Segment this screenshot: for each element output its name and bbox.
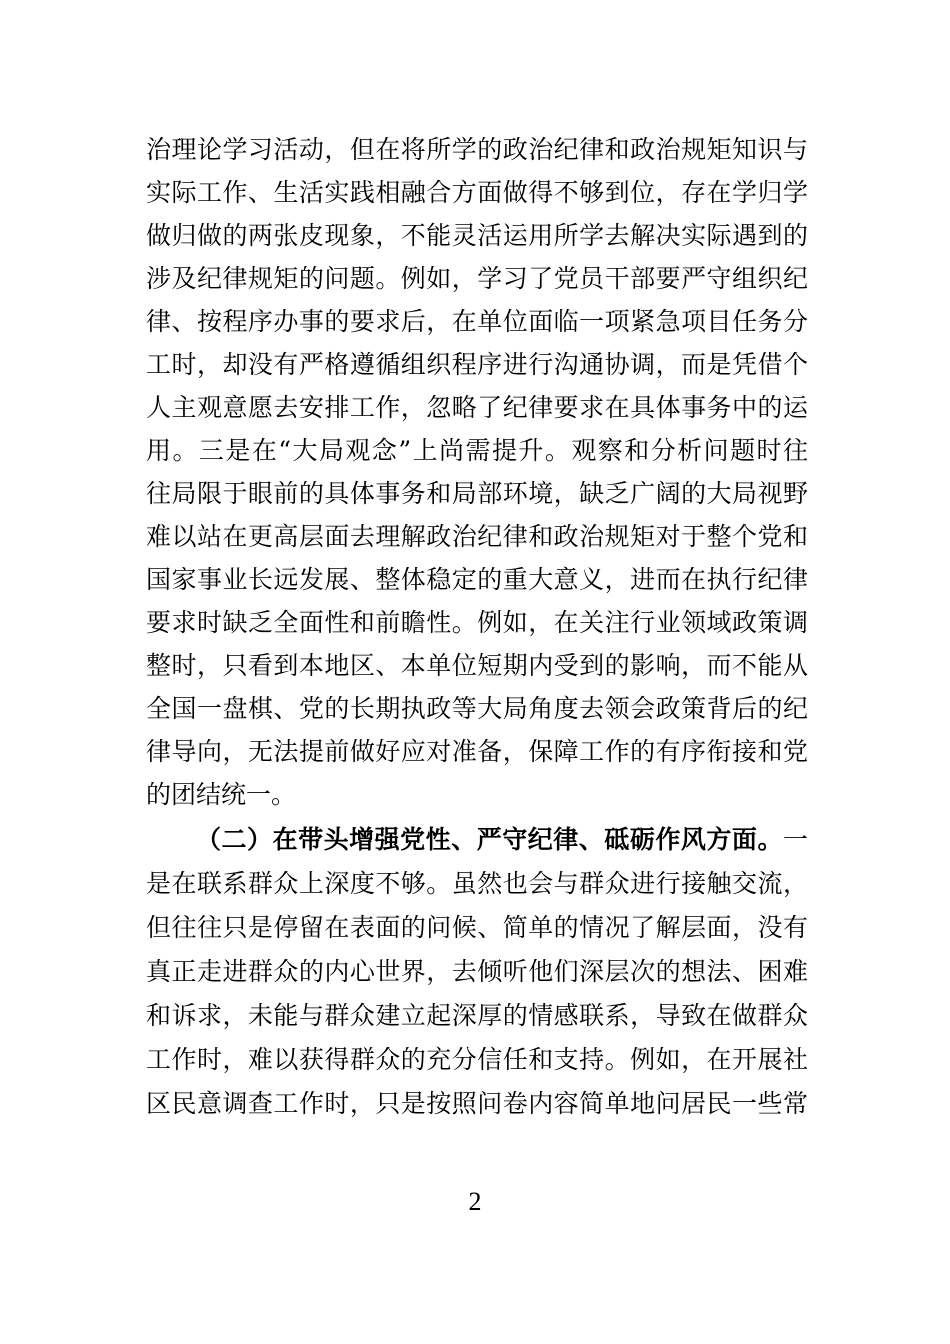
body-text-line: 人主观意愿去安排工作，忽略了纪律要求在具体事务中的运	[146, 393, 808, 422]
body-text-line: 的团结统一。	[146, 780, 297, 809]
body-text-line: 区民意调查工作时，只是按照问卷内容简单地问居民一些常	[146, 1089, 808, 1118]
body-text-line: 往局限于眼前的具体事务和局部环境，缺乏广阔的大局视野	[146, 479, 808, 508]
body-text-line: 是在联系群众上深度不够。虽然也会与群众进行接触交流，	[146, 869, 808, 898]
body-text-line: 真正走进群众的内心世界，去倾听他们深层次的想法、困难	[146, 957, 808, 986]
body-text-line: 律导向，无法提前做好应对准备，保障工作的有序衔接和党	[146, 737, 808, 766]
body-text-line: 工作时，难以获得群众的充分信任和支持。例如，在开展社	[146, 1045, 808, 1074]
body-text-line: 实际工作、生活实践相融合方面做得不够到位，存在学归学	[146, 178, 808, 207]
body-text-line: 难以站在更高层面去理解政治纪律和政治规矩对于整个党和	[146, 522, 808, 551]
body-text-line: 做归做的两张皮现象，不能灵活运用所学去解决实际遇到的	[146, 221, 808, 250]
body-text-line: 涉及纪律规矩的问题。例如，学习了党员干部要严守组织纪	[146, 264, 808, 293]
body-text-line: 要求时缺乏全面性和前瞻性。例如，在关注行业领域政策调	[146, 608, 808, 637]
body-text-line: 用。三是在“大局观念”上尚需提升。观察和分析问题时往	[146, 436, 808, 465]
body-text-line: 国家事业长远发展、整体稳定的重大意义，进而在执行纪律	[146, 565, 808, 594]
body-text-line: 治理论学习活动，但在将所学的政治纪律和政治规矩知识与	[146, 135, 808, 164]
page-number: 2	[468, 1187, 482, 1216]
section-heading-line	[196, 820, 808, 860]
section-heading: （二）在带头增强党性、严守纪律、砥砺作风方面。	[196, 825, 783, 854]
body-text-line: 工时，却没有严格遵循组织程序进行沟通协调，而是凭借个	[146, 350, 808, 379]
body-text-line: 和诉求，未能与群众建立起深厚的情感联系，导致在做群众	[146, 1001, 808, 1030]
body-text-line: 律、按程序办事的要求后，在单位面临一项紧急项目任务分	[146, 307, 808, 336]
section-heading-continuation: 一	[782, 825, 808, 854]
body-text-line: 全国一盘棋、党的长期执政等大局角度去领会政策背后的纪	[146, 694, 808, 723]
body-text-line: 整时，只看到本地区、本单位短期内受到的影响，而不能从	[146, 651, 808, 680]
body-text-line: 但往往只是停留在表面的问候、简单的情况了解层面，没有	[146, 913, 808, 942]
